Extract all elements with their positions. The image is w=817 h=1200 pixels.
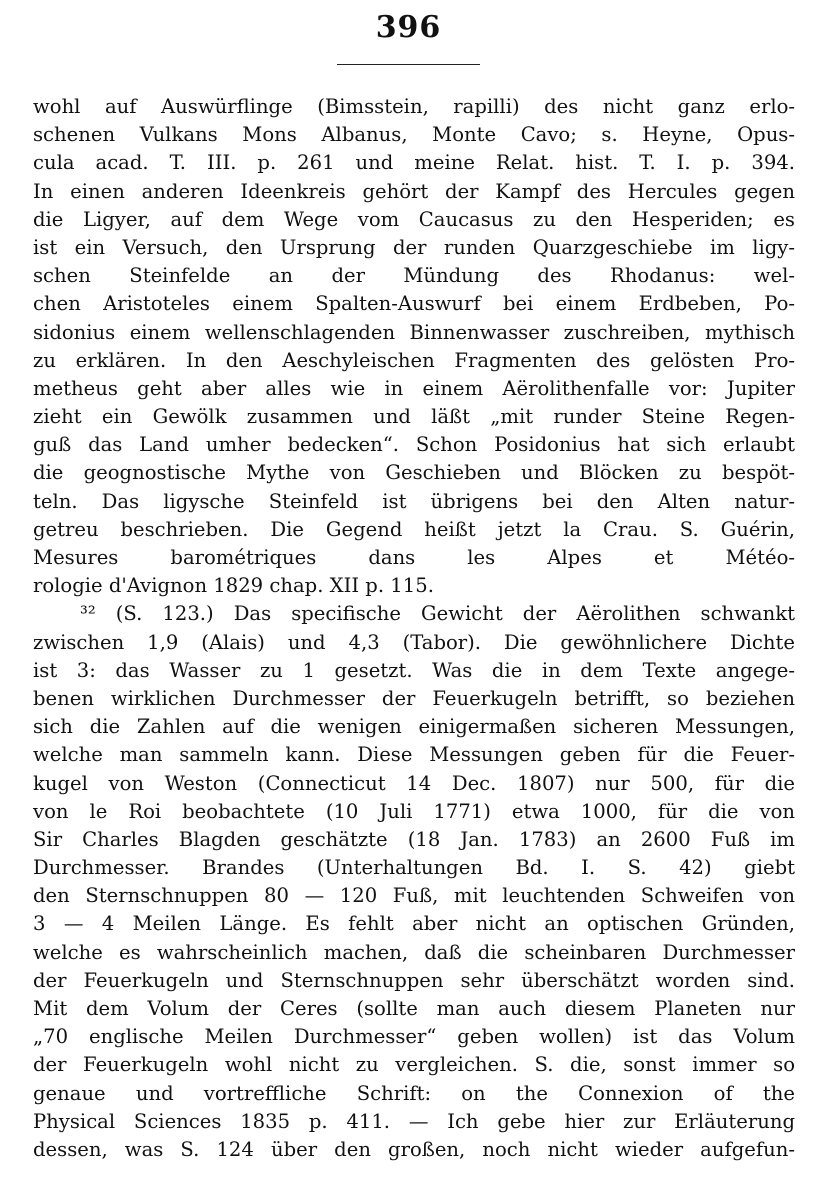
- text-line: rologie d'Avignon 1829 chap. XII p. 115.: [33, 574, 434, 598]
- text-line: schen Steinfelde an der Mündung des Rhodanus: wel-: [33, 264, 795, 288]
- text-line: „70 englische Meilen Durchmesser“ geben wollen) ist das Volum: [33, 1025, 795, 1049]
- text-line: der Feuerkugeln wohl nicht zu vergleichen. S. die, sonst immer so: [33, 1053, 795, 1077]
- text-line: welche es wahrscheinlich machen, daß die scheinbaren Durchmesser: [33, 940, 795, 964]
- text-line: den Sternschnuppen 80 — 120 Fuß, mit leuchtenden Schweifen von: [33, 884, 795, 908]
- text-line: Mit dem Volum der Ceres (sollte man auch diesem Planeten nur: [33, 997, 795, 1020]
- text-line: metheus geht aber alles wie in einem Aërolithenfalle vor: Jupiter: [33, 376, 795, 400]
- text-line: schenen Vulkans Mons Albanus, Monte Cavo; s. Heyne, Opus-: [33, 123, 795, 147]
- text-line: von le Roi beobachtete (10 Juli 1771) etwa 1000, für die von: [33, 799, 795, 823]
- text-line: wohl auf Auswürflinge (Bimsstein, rapilli) des nicht ganz erlo-: [33, 95, 795, 118]
- text-line: sidonius einem wellenschlagenden Binnenwasser zuschreiben, mythisch: [33, 320, 795, 344]
- text-line: Sir Charles Blagden geschätzte (18 Jan. 1783) an 2600 Fuß im: [33, 827, 795, 851]
- text-line: 3 — 4 Meilen Länge. Es fehlt aber nicht an optischen Gründen,: [33, 912, 795, 936]
- text-line: cula acad. T. III. p. 261 und meine Relat. hist. T. I. p. 394.: [33, 151, 795, 175]
- body-text: [33, 93, 795, 1164]
- text-line: kugel von Weston (Connecticut 14 Dec. 1807) nur 500, für die: [33, 771, 795, 795]
- text-line: benen wirklichen Durchmesser der Feuerkugeln betrifft, so beziehen: [33, 686, 795, 710]
- text-line: zu erklären. In den Aeschyleischen Fragmenten des gelösten Pro-: [33, 348, 795, 372]
- text-line: welche man sammeln kann. Diese Messungen geben für die Feuer-: [33, 743, 795, 767]
- text-line: In einen anderen Ideenkreis gehört der Kampf des Hercules gegen: [33, 179, 795, 203]
- text-line: Mesures barométriques dans les Alpes et Météo-: [33, 546, 795, 569]
- header-rule: [337, 64, 480, 65]
- text-line: sich die Zahlen auf die wenigen einigermaßen sicheren Messungen,: [33, 715, 795, 739]
- text-line: teln. Das ligysche Steinfeld ist übrigens bei den Alten natur-: [33, 489, 795, 513]
- text-line: dessen, was S. 124 über den großen, noch nicht wieder aufgefun-: [33, 1137, 795, 1161]
- text-line: ist ein Versuch, den Ursprung der runden Quarzgeschiebe im ligy-: [33, 235, 795, 259]
- page-number: 396: [375, 10, 442, 45]
- text-line: die geognostische Mythe von Geschieben und Blöcken zu bespöt-: [33, 461, 795, 485]
- footnote-start-line: ³² (S. 123.) Das specifische Gewicht der Aërolithen schwankt: [80, 602, 795, 626]
- text-line: der Feuerkugeln und Sternschnuppen sehr überschätzt worden sind.: [33, 968, 795, 992]
- text-line: die Ligyer, auf dem Wege vom Caucasus zu den Hesperiden; es: [33, 207, 795, 231]
- text-line: getreu beschrieben. Die Gegend heißt jetzt la Crau. S. Guérin,: [33, 517, 795, 541]
- text-line: zieht ein Gewölk zusammen und läßt „mit runder Steine Regen-: [33, 405, 795, 429]
- text-line: guß das Land umher bedecken“. Schon Posidonius hat sich erlaubt: [33, 433, 795, 457]
- text-line: ist 3: das Wasser zu 1 gesetzt. Was die in dem Texte angege-: [33, 658, 795, 682]
- text-line: genaue und vortreffliche Schrift: on the Connexion of the: [33, 1081, 795, 1105]
- text-line: zwischen 1,9 (Alais) und 4,3 (Tabor). Die gewöhnlichere Dichte: [33, 630, 795, 654]
- text-line: Durchmesser. Brandes (Unterhaltungen Bd. I. S. 42) giebt: [33, 856, 795, 880]
- text-line: Physical Sciences 1835 p. 411. — Ich gebe hier zur Erläuterung: [33, 1109, 795, 1133]
- text-line: chen Aristoteles einem Spalten-Auswurf bei einem Erdbeben, Po-: [33, 292, 795, 316]
